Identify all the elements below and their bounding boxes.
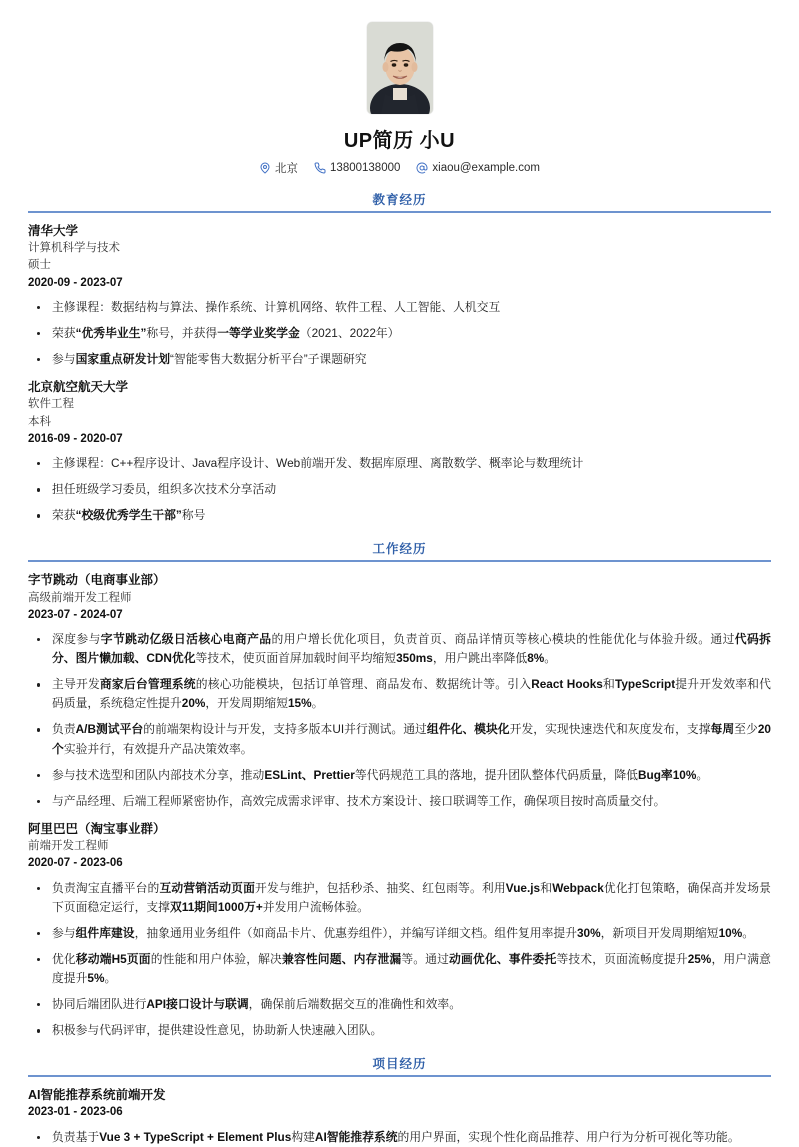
resume-sections	[0, 190, 799, 1147]
entry-dates: 2016-09 - 2020-07	[28, 432, 123, 445]
phone-icon	[314, 162, 326, 174]
entry-bullet: 参与国家重点研发计划“智能零售大数据分析平台”子课题研究	[28, 350, 771, 369]
entry-dates: 2023-01 - 2023-06	[28, 1106, 123, 1119]
contact-email	[416, 162, 540, 174]
email-at-icon	[416, 162, 428, 174]
entry-bullet: 主修课程：C++程序设计、Java程序设计、Web前端开发、数据库原理、离散数学、概率论与数理统计	[28, 454, 771, 473]
entry-bullet-list	[28, 879, 771, 1041]
experience-entry	[0, 571, 799, 811]
entry-organization: AI智能推荐系统前端开发	[28, 1088, 166, 1103]
entry-bullet-list	[28, 630, 771, 811]
entry-role: 计算机科学与技术	[28, 242, 120, 255]
entry-bullet: 深度参与字节跳动亿级日活核心电商产品的用户增长优化项目，负责首页、商品详情页等核心模块的性能优化与体验升级。通过代码拆分、图片懒加载、CDN优化等技术，使页面首屏加载时间平均缩短350ms，用户跳出率降低8%。	[28, 630, 771, 668]
contact-row	[0, 160, 799, 176]
entry-bullet: 主修课程：数据结构与算法、操作系统、计算机网络、软件工程、人工智能、人机交互	[28, 298, 771, 317]
entry-bullet-list	[28, 454, 771, 525]
entry-degree: 硕士	[28, 259, 51, 272]
section-title: 工作经历	[372, 542, 427, 557]
experience-entry	[0, 1086, 799, 1146]
location-pin-icon	[259, 162, 271, 174]
entry-bullet: 荣获“优秀毕业生”称号，并获得一等学业奖学金（2021、2022年）	[28, 324, 771, 343]
entry-bullet: 担任班级学习委员，组织多次技术分享活动	[28, 480, 771, 499]
entry-degree: 本科	[28, 415, 51, 428]
entry-organization: 字节跳动（电商事业部）	[28, 573, 166, 588]
entry-bullet: 积极参与代码评审，提供建设性意见，协助新人快速融入团队。	[28, 1021, 771, 1040]
resume-section	[0, 190, 799, 525]
contact-phone-text: 13800138000	[330, 162, 401, 174]
entry-organization: 清华大学	[28, 224, 79, 238]
page-title: UP简历 小U	[343, 130, 456, 152]
entry-bullet: 参与组件库建设，抽象通用业务组件（如商品卡片、优惠券组件），并编写详细文档。组件复用率提升30%，新项目开发周期缩短10%。	[28, 924, 771, 943]
contact-phone	[314, 162, 400, 174]
experience-entry	[0, 378, 799, 525]
entry-dates: 2020-07 - 2023-06	[28, 857, 123, 870]
section-title: 教育经历	[372, 193, 427, 207]
entry-bullet: 协同后端团队进行API接口设计与联调，确保前后端数据交互的准确性和效率。	[28, 995, 771, 1014]
entry-bullet: 负责淘宝直播平台的互动营销活动页面开发与维护，包括秒杀、抽奖、红包雨等。利用Vue.js和Webpack优化打包策略，确保高并发场景下页面稳定运行，支撑双11期间1000万+并发用户流畅体验。	[28, 879, 771, 917]
section-title: 项目经历	[372, 1057, 427, 1072]
contact-location-text: 北京	[275, 163, 299, 175]
resume-section	[0, 1054, 799, 1146]
entry-role: 软件工程	[28, 398, 74, 411]
entry-role: 前端开发工程师	[28, 840, 109, 853]
entry-bullet: 与产品经理、后端工程师紧密协作，高效完成需求评审、技术方案设计、接口联调等工作，确保项目按时高质量交付。	[28, 792, 771, 811]
section-divider	[28, 560, 771, 562]
entry-bullet: 主导开发商家后台管理系统的核心功能模块，包括订单管理、商品发布、数据统计等。引入React Hooks和TypeScript提升开发效率和代码质量，系统稳定性提升20%，开发周期缩短15%。	[28, 675, 771, 713]
entry-bullet-list	[28, 298, 771, 369]
section-divider	[28, 1075, 771, 1077]
contact-location	[259, 160, 298, 176]
resume-section	[0, 539, 799, 1040]
entry-bullet: 负责基于Vue 3 + TypeScript + Element Plus构建AI智能推荐系统的用户界面，实现个性化商品推荐、用户行为分析可视化等功能。	[28, 1128, 771, 1147]
entry-dates: 2020-09 - 2023-07	[28, 276, 123, 289]
entry-role: 高级前端开发工程师	[28, 591, 132, 604]
entry-bullet: 负责A/B测试平台的前端架构设计与开发，支持多版本UI并行测试。通过组件化、模块化开发，实现快速迭代和灰度发布，支撑每周至少20个实验并行，有效提升产品决策效率。	[28, 720, 771, 758]
entry-bullet: 参与技术选型和团队内部技术分享，推动ESLint、Prettier等代码规范工具的落地，提升团队整体代码质量，降低Bug率10%。	[28, 766, 771, 785]
section-divider	[28, 211, 771, 213]
avatar	[367, 22, 433, 114]
entry-organization: 阿里巴巴（淘宝事业群）	[28, 821, 166, 836]
entry-organization: 北京航空航天大学	[28, 380, 129, 395]
resume-header	[0, 0, 799, 176]
entry-dates: 2023-07 - 2024-07	[28, 608, 123, 621]
entry-bullet-list	[28, 1128, 771, 1147]
entry-bullet: 优化移动端H5页面的性能和用户体验，解决兼容性问题、内存泄漏等。通过动画优化、事件委托等技术，页面流畅度提升25%，用户满意度提升5%。	[28, 950, 771, 988]
experience-entry	[0, 820, 799, 1040]
entry-bullet: 荣获“校级优秀学生干部”称号	[28, 506, 771, 525]
contact-email-text: xiaou@example.com	[432, 162, 540, 174]
experience-entry	[0, 222, 799, 369]
